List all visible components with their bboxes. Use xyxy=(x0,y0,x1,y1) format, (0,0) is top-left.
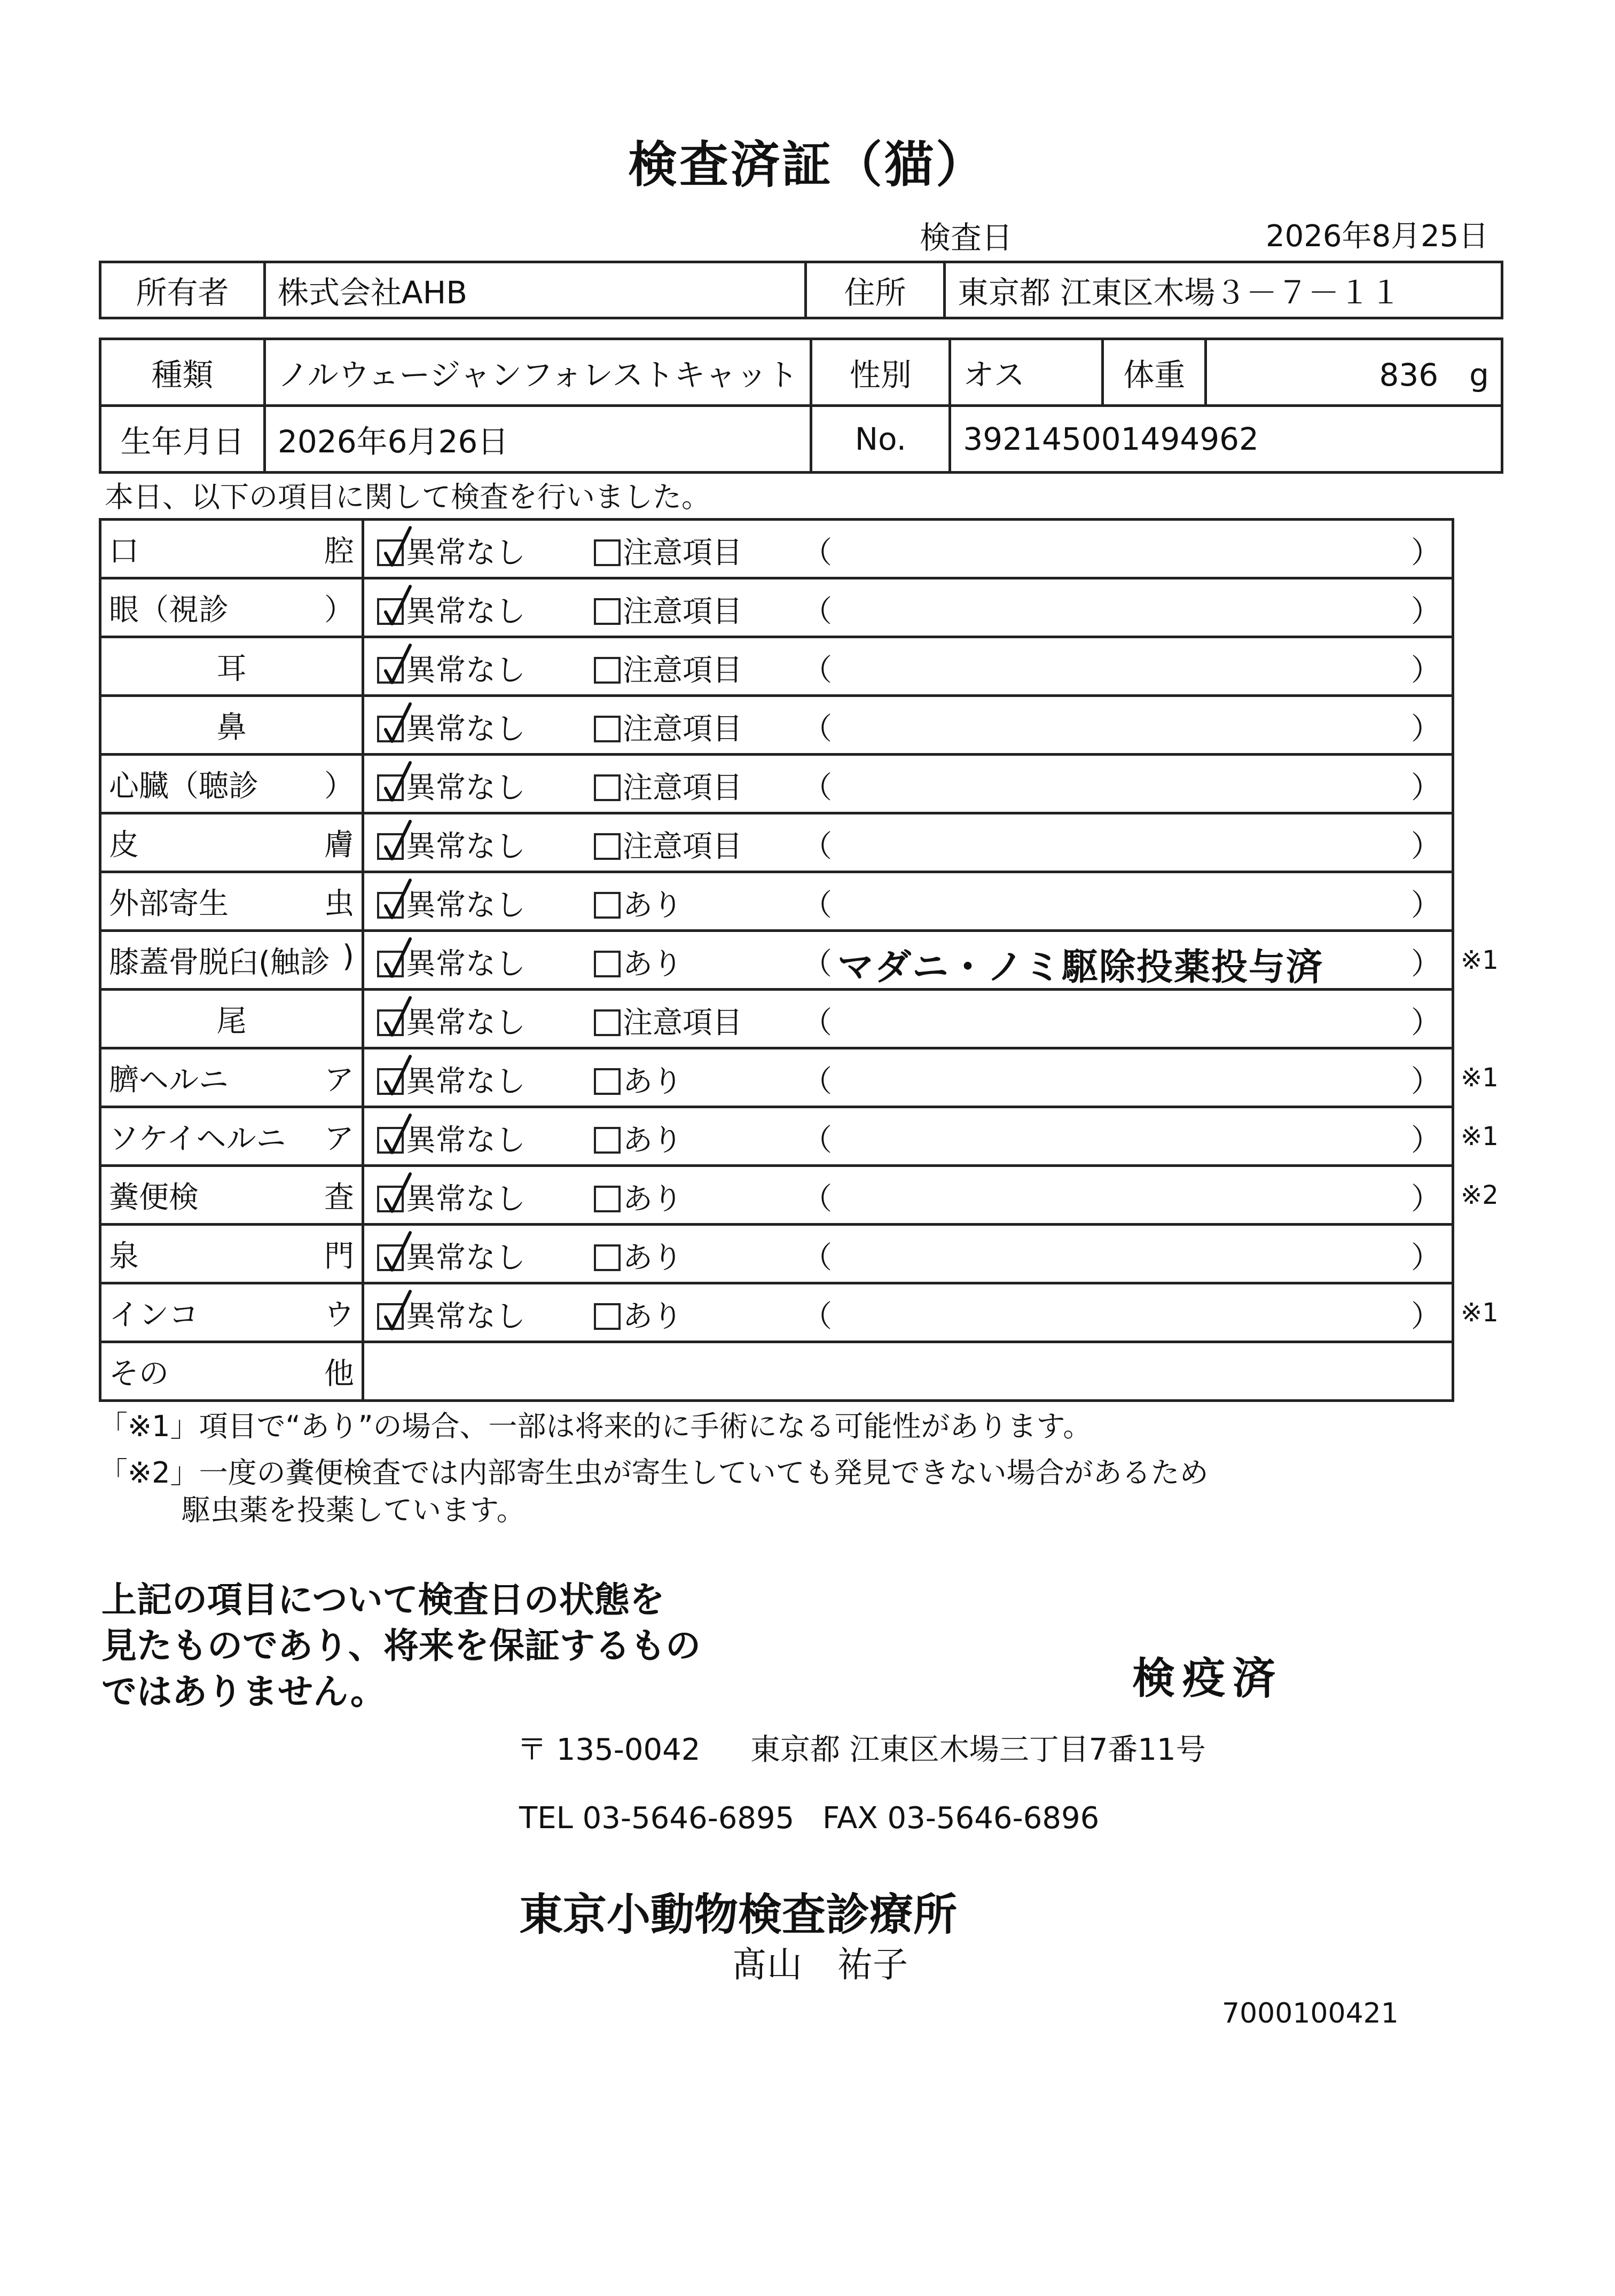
checkbox-checked-icon[interactable] xyxy=(377,598,404,625)
disclaimer-line-3: ではありません。 xyxy=(101,1671,386,1712)
exam-result-cell xyxy=(363,755,1453,813)
footnote-1: 「※1」項目で“あり”の場合、一部は将来的に手術になる可能性があります。 xyxy=(99,1409,1092,1443)
weight-value: 836 g xyxy=(1206,339,1502,406)
exam-row xyxy=(100,637,1453,696)
memo-close-paren: ） xyxy=(1411,1006,1441,1040)
no-label: No. xyxy=(811,406,950,473)
memo-close-paren: ） xyxy=(1411,594,1441,629)
footnote-2-cont: 駆虫薬を投薬しています。 xyxy=(182,1493,526,1527)
exam-table xyxy=(99,518,1454,1402)
checkbox-icon[interactable] xyxy=(594,1068,621,1095)
footnote-ref-mark: ※1 xyxy=(1461,945,1499,975)
item-name: 口 xyxy=(109,534,139,569)
option-normal[interactable] xyxy=(377,1234,526,1277)
memo-open-paren: （ xyxy=(802,888,832,923)
option-abnormal-label: 注意項目 xyxy=(623,771,742,805)
exam-row xyxy=(100,1166,1453,1225)
memo-close-paren: ） xyxy=(1411,1182,1441,1217)
option-normal[interactable] xyxy=(377,1176,526,1218)
option-normal-label: 異常なし xyxy=(406,653,526,688)
footnote-ref-mark: ※2 xyxy=(1461,1180,1499,1210)
exam-result-cell xyxy=(363,872,1453,931)
option-normal[interactable] xyxy=(377,1058,526,1101)
memo-open-paren: （ xyxy=(802,594,832,629)
item-name: 糞便検 xyxy=(109,1180,199,1215)
exam-item-cell xyxy=(100,1342,363,1401)
option-normal-label: 異常なし xyxy=(406,947,526,982)
exam-item-cell xyxy=(100,1283,363,1342)
exam-result-cell xyxy=(363,1225,1453,1283)
option-abnormal[interactable] xyxy=(594,1293,683,1336)
item-name-end: 膚 xyxy=(324,827,354,863)
checkbox-icon[interactable] xyxy=(594,1303,621,1330)
item-name: 膝蓋骨脱臼(触診 xyxy=(109,945,330,980)
exam-result-cell xyxy=(363,637,1453,696)
memo-open-paren: （ xyxy=(802,829,832,864)
checkbox-checked-icon[interactable] xyxy=(377,1303,404,1330)
option-abnormal-label: あり xyxy=(623,947,683,982)
item-name: インコ xyxy=(109,1297,199,1333)
checkbox-checked-icon[interactable] xyxy=(377,833,404,860)
doctor-name: 髙山 祐子 xyxy=(732,1944,908,1985)
option-abnormal-label: あり xyxy=(623,1064,683,1099)
exam-result-cell xyxy=(363,578,1453,637)
item-name-end: 門 xyxy=(324,1239,354,1274)
memo-open-paren: （ xyxy=(802,1123,832,1158)
breed-label: 種類 xyxy=(100,339,265,406)
exam-row xyxy=(100,1283,1453,1342)
option-abnormal[interactable] xyxy=(594,999,742,1042)
owner-table xyxy=(99,261,1503,319)
option-abnormal-label: 注意項目 xyxy=(623,712,742,747)
footnote-ref-mark: ※1 xyxy=(1461,1298,1499,1328)
option-abnormal[interactable] xyxy=(594,882,683,924)
exam-result-cell xyxy=(363,931,1453,990)
option-abnormal-label: あり xyxy=(623,1182,683,1217)
owner-label: 所有者 xyxy=(100,262,265,318)
option-abnormal-label: 注意項目 xyxy=(623,829,742,864)
other-notes-cell[interactable] xyxy=(363,1342,1453,1401)
checkmark-icon xyxy=(382,878,412,922)
memo-close-paren: ） xyxy=(1411,712,1441,747)
checkbox-icon[interactable] xyxy=(594,833,621,860)
birth-value: 2026年6月26日 xyxy=(265,406,811,473)
checkbox-checked-icon[interactable] xyxy=(377,539,404,566)
exam-row xyxy=(100,872,1453,931)
option-normal-label: 異常なし xyxy=(406,829,526,864)
option-normal[interactable] xyxy=(377,588,526,631)
checkbox-icon[interactable] xyxy=(594,892,621,919)
item-name-end: ） xyxy=(324,769,354,804)
checkbox-checked-icon[interactable] xyxy=(377,1186,404,1212)
exam-item-cell xyxy=(100,1107,363,1166)
exam-row xyxy=(100,990,1453,1048)
item-name-end: 虫 xyxy=(324,886,354,921)
item-name-end: ア xyxy=(324,1062,354,1098)
option-abnormal-label: あり xyxy=(623,1123,683,1158)
memo-open-paren: （ xyxy=(802,1299,832,1334)
option-normal-label: 異常なし xyxy=(406,771,526,805)
item-name-end: 他 xyxy=(324,1356,354,1391)
exam-item-cell xyxy=(100,990,363,1048)
memo-open-paren: （ xyxy=(802,712,832,747)
checkmark-icon xyxy=(382,526,412,569)
exam-row xyxy=(100,1048,1453,1107)
option-normal-label: 異常なし xyxy=(406,1182,526,1217)
exam-row xyxy=(100,578,1453,637)
item-name: 泉 xyxy=(109,1239,139,1274)
item-name-end: 査 xyxy=(324,1180,354,1215)
option-abnormal[interactable] xyxy=(594,1058,683,1101)
option-abnormal-label: 注意項目 xyxy=(623,1006,742,1040)
checkmark-icon xyxy=(382,584,412,628)
checkbox-icon[interactable] xyxy=(594,716,621,742)
memo-open-paren: （ xyxy=(802,1241,832,1275)
checkbox-icon[interactable] xyxy=(594,1009,621,1036)
checkbox-icon[interactable] xyxy=(594,1186,621,1212)
option-normal-label: 異常なし xyxy=(406,1299,526,1334)
item-name: ソケイヘルニ xyxy=(109,1121,286,1156)
item-name: 外部寄生 xyxy=(109,886,229,921)
disclaimer-line-2: 見たものであり、将来を保証するもの xyxy=(101,1625,701,1666)
checkbox-checked-icon[interactable] xyxy=(377,1127,404,1154)
checkbox-icon[interactable] xyxy=(594,951,621,977)
item-name-end: 腔 xyxy=(324,534,354,569)
exam-result-cell xyxy=(363,1283,1453,1342)
memo-close-paren: ） xyxy=(1411,536,1441,570)
option-normal[interactable] xyxy=(377,999,526,1042)
checkbox-checked-icon[interactable] xyxy=(377,774,404,801)
memo-close-paren: ） xyxy=(1411,1299,1441,1334)
option-abnormal-label: 注意項目 xyxy=(623,536,742,570)
item-name-end: ） xyxy=(324,592,354,628)
memo-close-paren: ） xyxy=(1411,1123,1441,1158)
exam-row xyxy=(100,696,1453,755)
option-normal[interactable] xyxy=(377,706,526,748)
option-normal-label: 異常なし xyxy=(406,1241,526,1275)
option-abnormal-label: あり xyxy=(623,1299,683,1334)
memo-open-paren: （ xyxy=(802,1064,832,1099)
checkbox-checked-icon[interactable] xyxy=(377,892,404,919)
option-abnormal-label: あり xyxy=(623,1241,683,1275)
clinic-address: 東京都 江東区木場三丁目7番11号 xyxy=(750,1733,1206,1767)
option-normal-label: 異常なし xyxy=(406,1064,526,1099)
exam-item-cell xyxy=(100,872,363,931)
exam-result-cell xyxy=(363,1166,1453,1225)
memo-close-paren: ） xyxy=(1411,947,1441,982)
postal-code: 〒 135-0042 xyxy=(517,1733,701,1767)
exam-date-label: 検査日 xyxy=(920,220,1013,256)
exam-date-value: 2026年8月25日 xyxy=(1266,219,1489,254)
option-normal[interactable] xyxy=(377,823,526,866)
option-normal-label: 異常なし xyxy=(406,712,526,747)
option-abnormal[interactable] xyxy=(594,1117,683,1159)
exam-result-cell xyxy=(363,813,1453,872)
birth-label: 生年月日 xyxy=(100,406,265,473)
option-abnormal[interactable] xyxy=(594,941,683,983)
memo-open-paren: （ xyxy=(802,771,832,805)
checkmark-icon xyxy=(382,1172,412,1216)
option-normal[interactable] xyxy=(377,529,526,572)
checkmark-icon xyxy=(382,702,412,746)
option-normal-label: 異常なし xyxy=(406,1123,526,1158)
option-abnormal[interactable] xyxy=(594,1176,683,1218)
item-name: 眼（視診 xyxy=(109,592,229,628)
memo-open-paren: （ xyxy=(802,1006,832,1040)
address-label: 住所 xyxy=(806,262,945,318)
option-abnormal[interactable] xyxy=(594,823,742,866)
item-name: 尾 xyxy=(216,1004,247,1039)
checkmark-icon xyxy=(382,937,412,981)
checkbox-checked-icon[interactable] xyxy=(377,951,404,977)
address-value: 東京都 江東区木場３－７－１１ xyxy=(945,262,1502,318)
memo-open-paren: （ xyxy=(802,1182,832,1217)
exam-item-cell xyxy=(100,931,363,990)
item-name: 皮 xyxy=(109,827,139,863)
exam-item-cell xyxy=(100,755,363,813)
checkbox-checked-icon[interactable] xyxy=(377,1244,404,1271)
option-normal[interactable] xyxy=(377,647,526,689)
checkbox-icon[interactable] xyxy=(594,1244,621,1271)
exam-item-cell xyxy=(100,1048,363,1107)
checkbox-icon[interactable] xyxy=(594,774,621,801)
memo-text: マダニ・ノミ駆除投薬投与済 xyxy=(837,946,1324,989)
checkbox-checked-icon[interactable] xyxy=(377,657,404,684)
exam-item-cell xyxy=(100,1225,363,1283)
quarantine-stamp: 検疫済 xyxy=(1132,1654,1283,1703)
memo-close-paren: ） xyxy=(1411,1241,1441,1275)
pet-table xyxy=(99,338,1503,474)
checkbox-checked-icon[interactable] xyxy=(377,1068,404,1095)
owner-value: 株式会社AHB xyxy=(265,262,806,318)
footnote-ref-mark: ※1 xyxy=(1461,1122,1499,1151)
exam-item-cell xyxy=(100,520,363,578)
memo-open-paren: （ xyxy=(802,536,832,570)
checkmark-icon xyxy=(382,1113,412,1157)
option-abnormal-label: あり xyxy=(623,888,683,923)
option-abnormal[interactable] xyxy=(594,706,742,748)
item-name-end: ) xyxy=(342,938,354,974)
option-normal-label: 異常なし xyxy=(406,888,526,923)
checkmark-icon xyxy=(382,1231,412,1274)
item-name-end: ア xyxy=(324,1121,354,1156)
exam-item-cell xyxy=(100,637,363,696)
footnote-ref-mark: ※1 xyxy=(1461,1063,1499,1093)
checkbox-icon[interactable] xyxy=(594,539,621,566)
option-normal[interactable] xyxy=(377,941,526,983)
exam-row xyxy=(100,1225,1453,1283)
clinic-tel: TEL 03-5646-6895 xyxy=(519,1801,795,1836)
item-name: 鼻 xyxy=(216,710,247,745)
option-normal[interactable] xyxy=(377,882,526,924)
checkbox-icon[interactable] xyxy=(594,657,621,684)
checkmark-icon xyxy=(382,1289,412,1333)
option-abnormal-label: 注意項目 xyxy=(623,653,742,688)
exam-row xyxy=(100,813,1453,872)
exam-result-cell xyxy=(363,696,1453,755)
document-title: 検査済証（猫） xyxy=(628,136,987,193)
memo-open-paren: （ xyxy=(802,947,832,982)
checkmark-icon xyxy=(382,819,412,863)
option-normal-label: 異常なし xyxy=(406,1006,526,1040)
checkbox-icon[interactable] xyxy=(594,1127,621,1154)
clinic-fax: FAX 03-5646-6896 xyxy=(822,1801,1100,1836)
option-abnormal-label: 注意項目 xyxy=(623,594,742,629)
exam-row-other xyxy=(100,1342,1453,1401)
exam-result-cell xyxy=(363,520,1453,578)
serial-number: 7000100421 xyxy=(1222,1997,1399,2029)
item-name: 耳 xyxy=(216,651,247,686)
exam-result-cell xyxy=(363,1107,1453,1166)
item-name: 臍ヘルニ xyxy=(109,1062,229,1098)
sex-label: 性別 xyxy=(811,339,950,406)
option-abnormal[interactable] xyxy=(594,647,742,689)
option-abnormal[interactable] xyxy=(594,588,742,631)
option-normal[interactable] xyxy=(377,1117,526,1159)
memo-close-paren: ） xyxy=(1411,653,1441,688)
item-name: その xyxy=(109,1356,169,1391)
exam-item-cell xyxy=(100,696,363,755)
breed-value: ノルウェージャンフォレストキャット xyxy=(265,339,811,406)
exam-item-cell xyxy=(100,813,363,872)
checkmark-icon xyxy=(382,996,412,1039)
option-abnormal[interactable] xyxy=(594,764,742,807)
exam-result-cell xyxy=(363,1048,1453,1107)
checkmark-icon xyxy=(382,1054,412,1098)
checkbox-checked-icon[interactable] xyxy=(377,716,404,742)
option-normal[interactable] xyxy=(377,764,526,807)
option-normal-label: 異常なし xyxy=(406,594,526,629)
exam-result-cell xyxy=(363,990,1453,1048)
memo-close-paren: ） xyxy=(1411,829,1441,864)
exam-row xyxy=(100,931,1453,990)
memo-close-paren: ） xyxy=(1411,888,1441,923)
checkbox-icon[interactable] xyxy=(594,598,621,625)
exam-item-cell xyxy=(100,1166,363,1225)
clinic-name: 東京小動物検査診療所 xyxy=(519,1890,958,1940)
checkmark-icon xyxy=(382,643,412,687)
sex-value: オス xyxy=(950,339,1103,406)
exam-row xyxy=(100,520,1453,578)
notice-text: 本日、以下の項目に関して検査を行いました。 xyxy=(105,480,710,514)
checkbox-checked-icon[interactable] xyxy=(377,1009,404,1036)
memo-close-paren: ） xyxy=(1411,771,1441,805)
memo-close-paren: ） xyxy=(1411,1064,1441,1099)
disclaimer-line-1: 上記の項目について検査日の状態を xyxy=(101,1579,665,1620)
item-name-end: ウ xyxy=(324,1297,354,1333)
checkmark-icon xyxy=(382,761,412,804)
no-value: 392145001494962 xyxy=(950,406,1502,473)
footnote-2: 「※2」一度の糞便検査では内部寄生虫が寄生していても発見できない場合があるため xyxy=(99,1456,1209,1490)
exam-row xyxy=(100,1107,1453,1166)
option-normal-label: 異常なし xyxy=(406,536,526,570)
option-abnormal[interactable] xyxy=(594,1234,683,1277)
exam-row xyxy=(100,755,1453,813)
weight-label: 体重 xyxy=(1103,339,1206,406)
option-normal[interactable] xyxy=(377,1293,526,1336)
item-name: 心臓（聴診 xyxy=(109,769,258,804)
memo-open-paren: （ xyxy=(802,653,832,688)
option-abnormal[interactable] xyxy=(594,529,742,572)
exam-item-cell xyxy=(100,578,363,637)
